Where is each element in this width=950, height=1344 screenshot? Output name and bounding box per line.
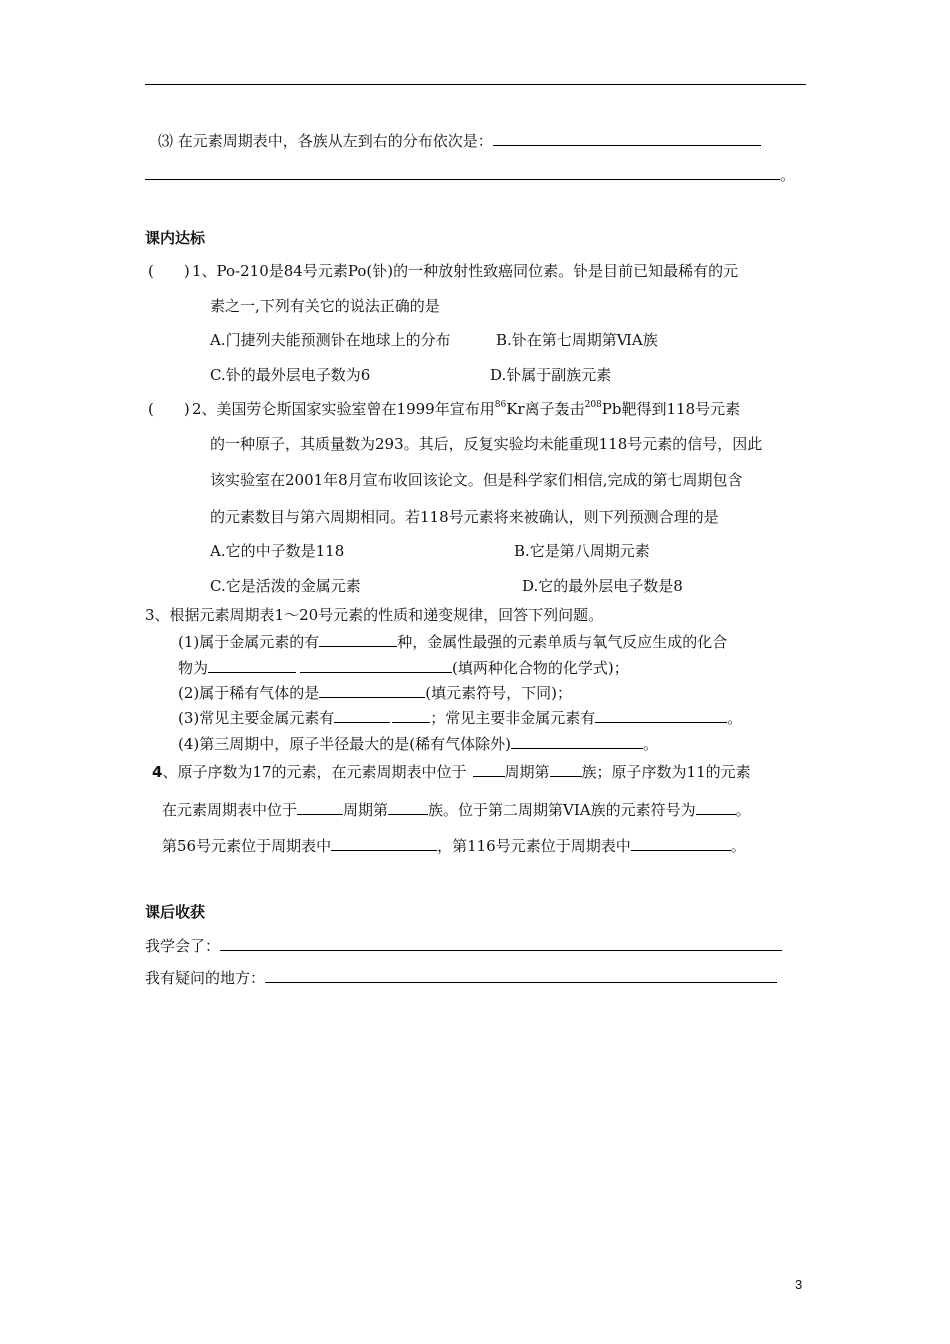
q2-bracket[interactable]: ( ): [148, 400, 190, 418]
classroom-heading: 课内达标: [145, 229, 206, 247]
q1-line2: 素之一,下列有关它的说法正确的是: [210, 297, 440, 315]
doubts-label: 我有疑问的地方：: [145, 969, 266, 987]
q3-p4-text-a: (4)第三周期中，原子半径最大的是(稀有气体除外): [178, 735, 511, 753]
kr-mass-number: 86: [494, 400, 507, 410]
answer-blank[interactable]: [334, 707, 390, 723]
q3-p3-text-b: ；常见主要非金属元素有: [430, 709, 596, 727]
q3-part3: [178, 707, 742, 728]
q2-option-b[interactable]: B.它是第八周期元素: [514, 542, 650, 560]
q3-p1-text-d: (填两种化合物的化学式)；: [452, 659, 629, 677]
q4-l1-text-c: 族；原子序数为11的元素: [581, 763, 751, 781]
q4-l3-text-a: 第56号元素位于周期表中: [162, 837, 332, 855]
q2-option-d[interactable]: D.它的最外层电子数是8: [522, 577, 683, 595]
answer-blank[interactable]: [511, 733, 643, 749]
q4-l2-text-a: 在元素周期表中位于: [162, 801, 298, 819]
doubts-input[interactable]: [265, 967, 777, 983]
pb-mass-number: 208: [584, 400, 602, 410]
q3-p1-text-a: (1)属于金属元素的有: [178, 633, 320, 651]
q3-p3-text-a: (3)常见主要金属元素有: [178, 709, 335, 727]
end-mark: 。: [727, 709, 743, 727]
after-class-heading: 课后收获: [145, 903, 206, 921]
q2-line1-post: 靶得到118号元素: [621, 400, 741, 418]
q2-option-c[interactable]: C.它是活泼的金属元素: [210, 577, 361, 595]
learned-input[interactable]: [220, 935, 782, 951]
q3-p2-text-b: (填元素符号，下同)；: [425, 684, 572, 702]
q3-part1: [178, 631, 727, 652]
q4-l2-text-c: 族。位于第二周期第VIA族的元素符号为: [428, 801, 696, 819]
learned-line: [145, 935, 782, 956]
answer-blank[interactable]: [595, 707, 727, 723]
answer-blank[interactable]: [297, 799, 343, 815]
answer-blank[interactable]: [473, 761, 505, 777]
answer-blank[interactable]: [550, 761, 582, 777]
q4-line1: [152, 761, 751, 782]
q2-line2: 的一种原子，其质量数为293。其后，反复实验均未能重现118号元素的信号，因此: [210, 435, 763, 453]
answer-blank[interactable]: [493, 130, 761, 146]
kr-symbol: Kr: [506, 400, 525, 418]
q4-l1-text-a: 、原子序数为17的元素，在元素周期表中位于: [162, 763, 467, 781]
doubts-line: [145, 967, 777, 988]
top-q3-continuation: [145, 164, 795, 185]
q1-line1: 1、Po-210是84号元素Po(钋)的一种放射性致癌同位素。钋是目前已知最稀有的元: [192, 262, 739, 280]
q4-line3: [162, 835, 746, 856]
end-mark: 。: [730, 837, 746, 855]
top-q3-text: ⑶ 在元素周期表中，各族从左到右的分布依次是：: [158, 132, 493, 150]
top-q3-line: [158, 130, 761, 151]
end-mark: 。: [780, 166, 796, 184]
q3-part4: [178, 733, 658, 754]
answer-blank[interactable]: [331, 835, 437, 851]
learned-label: 我学会了：: [145, 937, 221, 955]
answer-blank[interactable]: [319, 631, 397, 647]
q1-option-a[interactable]: A.门捷列夫能预测钋在地球上的分布: [210, 331, 451, 349]
answer-blank[interactable]: [388, 799, 428, 815]
end-mark: 。: [735, 801, 751, 819]
q4-l2-text-b: 周期第: [343, 801, 389, 819]
q4-l1-text-b: 周期第: [504, 763, 550, 781]
q2-option-a[interactable]: A.它的中子数是118: [210, 542, 345, 560]
answer-blank[interactable]: [631, 835, 731, 851]
answer-blank[interactable]: [300, 657, 452, 673]
q1-option-b[interactable]: B.钋在第七周期第ⅥA族: [496, 331, 658, 349]
q2-line3: 该实验室在2001年8月宣布收回该论文。但是科学家们相信,完成的第七周期包含: [210, 471, 743, 489]
q3-p2-text-a: (2)属于稀有气体的是: [178, 684, 320, 702]
q3-part2: [178, 682, 572, 703]
q3-part1-cont: [178, 657, 629, 678]
end-mark: 。: [642, 735, 658, 753]
answer-blank[interactable]: [696, 799, 736, 815]
q4-l3-text-b: ，第116号元素位于周期表中: [437, 837, 631, 855]
q2-line4: 的元素数目与第六周期相同。若118号元素将来被确认，则下列预测合理的是: [210, 508, 719, 526]
q1-bracket[interactable]: ( ): [148, 262, 190, 280]
q4-line2: [162, 799, 751, 820]
answer-blank[interactable]: [145, 164, 780, 180]
q3-p1-text-c: 物为: [178, 659, 209, 677]
answer-blank[interactable]: [392, 707, 430, 723]
q2-line1: [192, 399, 740, 419]
page-number: 3: [795, 1277, 803, 1292]
q2-line1-pre: 2、美国劳仑斯国家实验室曾在1999年宣布用: [192, 400, 495, 418]
answer-blank[interactable]: [208, 657, 296, 673]
q1-option-d[interactable]: D.钋属于副族元素: [490, 366, 612, 384]
q1-option-c[interactable]: C.钋的最外层电子数为6: [210, 366, 371, 384]
q4-number: 4: [152, 763, 163, 781]
q3-intro: 3、根据元素周期表1～20号元素的性质和递变规律，回答下列问题。: [145, 606, 604, 624]
q2-line1-mid: 离子轰击: [524, 400, 585, 418]
answer-blank[interactable]: [319, 682, 425, 698]
pb-symbol: Pb: [601, 400, 622, 418]
header-rule: [145, 84, 806, 85]
q3-p1-text-b: 种，金属性最强的元素单质与氧气反应生成的化合: [397, 633, 728, 651]
